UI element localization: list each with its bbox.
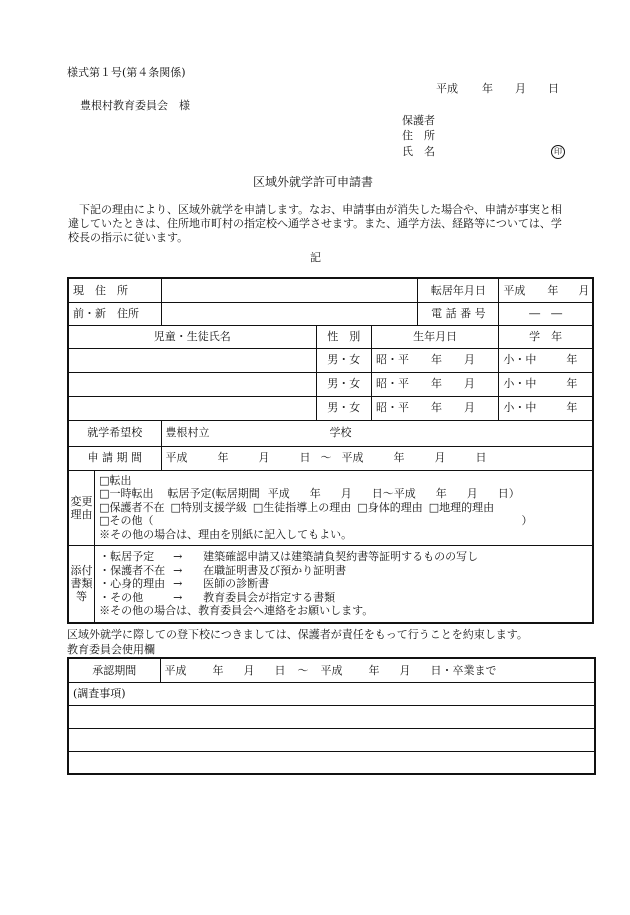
- list-item: ・保護者不在 → 在職証明書及び預かり証明書: [99, 563, 347, 577]
- birthdate-header: 生年月日: [371, 325, 498, 348]
- survey-label: (調査事項): [68, 682, 595, 705]
- prev-address-label: 前・新 住所: [68, 302, 161, 325]
- addressee: 豊根村教育委員会 様: [80, 99, 190, 112]
- school-label: 就学希望校: [68, 420, 161, 446]
- current-address-field[interactable]: [161, 278, 418, 302]
- list-item: ・転居予定 → 建築確認申請又は建築請負契約書等証明するものの写し: [99, 550, 479, 563]
- approval-period-label: 承認期間: [68, 658, 160, 682]
- student-name-field[interactable]: [68, 372, 316, 396]
- phone-field[interactable]: ― ―: [499, 302, 593, 325]
- survey-line[interactable]: [68, 751, 595, 774]
- table-row: [68, 396, 593, 420]
- change-reason-field: [95, 470, 593, 545]
- grade-field[interactable]: 小・中 年: [499, 396, 593, 420]
- grade-header: 学 年: [499, 325, 593, 348]
- birthdate-field[interactable]: 昭・平 年 月: [371, 348, 498, 372]
- prev-address-field[interactable]: [161, 302, 418, 325]
- table-row: [68, 372, 593, 396]
- guardian-name-label: 氏 名: [402, 145, 435, 158]
- sex-field[interactable]: 男・女: [316, 396, 371, 420]
- reason-other[interactable]: □その他（ ）: [99, 514, 533, 528]
- approval-period-field[interactable]: 平成 年 月 日 ～ 平成 年 月 日・卒業まで: [160, 658, 595, 682]
- office-use-table: [67, 657, 596, 775]
- guardian-address-label: 住 所: [402, 129, 435, 142]
- school-field[interactable]: 豊根村立 学校: [161, 420, 593, 446]
- pledge-text: 区域外就学に際しての登下校につきましては、保護者が責任をもって行うことを約束します。: [67, 628, 528, 641]
- birthdate-field[interactable]: 昭・平 年 月: [371, 396, 498, 420]
- grade-field[interactable]: 小・中 年: [499, 372, 593, 396]
- list-item: ・心身的理由 → 医師の診断書: [99, 577, 270, 590]
- seal-mark: 印: [551, 145, 565, 159]
- attachments-label: 添付書類等: [68, 545, 95, 623]
- guardian-label: 保護者: [402, 114, 435, 127]
- phone-label: 電 話 番 号: [418, 302, 499, 325]
- table-row: [68, 348, 593, 372]
- reason-note: ※その他の場合は、理由を別紙に記入してもよい。: [99, 527, 353, 541]
- document-title: 区域外就学許可申請書: [253, 175, 374, 189]
- survey-line[interactable]: [68, 705, 595, 728]
- period-field[interactable]: 平成 年 月 日 ～ 平成 年 月 日: [161, 446, 593, 470]
- current-address-label: 現 住 所: [68, 278, 161, 302]
- attachments-note: ※その他の場合は、教育委員会へ連絡をお願いします。: [99, 604, 374, 617]
- move-date-field[interactable]: 平成 年 月: [499, 278, 593, 302]
- office-use-label: 教育委員会使用欄: [67, 643, 155, 656]
- reason-move-out[interactable]: □転出: [99, 473, 132, 487]
- student-name-field[interactable]: [68, 396, 316, 420]
- student-name-header: 児童・生徒氏名: [68, 325, 316, 348]
- period-label: 申 請 期 間: [68, 446, 161, 470]
- sex-field[interactable]: 男・女: [316, 348, 371, 372]
- sex-field[interactable]: 男・女: [316, 372, 371, 396]
- sex-header: 性 別: [316, 325, 371, 348]
- ki-label: 記: [310, 251, 321, 264]
- reason-temporary-move[interactable]: □一時転出 転居予定(転居期間 平成 年 月 日～平成 年 月 日）: [99, 487, 520, 501]
- list-item: ・その他 → 教育委員会が指定する書類: [99, 590, 336, 604]
- survey-line[interactable]: [68, 728, 595, 751]
- attachments-list: [95, 545, 593, 623]
- date-line: 平成 年 月 日: [436, 82, 559, 95]
- application-table: [67, 277, 594, 624]
- intro-paragraph: 下記の理由により、区域外就学を申請します。なお、申請事由が消失した場合や、申請が事実と相違していたときは、住所地市町村の指定校へ通学させます。また、通学方法、経路等については、学校長の指示に従います。: [68, 203, 562, 244]
- change-reason-label: 変更理由: [68, 470, 95, 545]
- birthdate-field[interactable]: 昭・平 年 月: [371, 372, 498, 396]
- student-name-field[interactable]: [68, 348, 316, 372]
- reason-options[interactable]: □保護者不在 □特別支援学級 □生徒指導上の理由 □身体的理由 □地理的理由: [99, 500, 495, 514]
- move-date-label: 転居年月日: [418, 278, 499, 302]
- form-number: 様式第１号(第４条関係): [67, 66, 186, 79]
- grade-field[interactable]: 小・中 年: [499, 348, 593, 372]
